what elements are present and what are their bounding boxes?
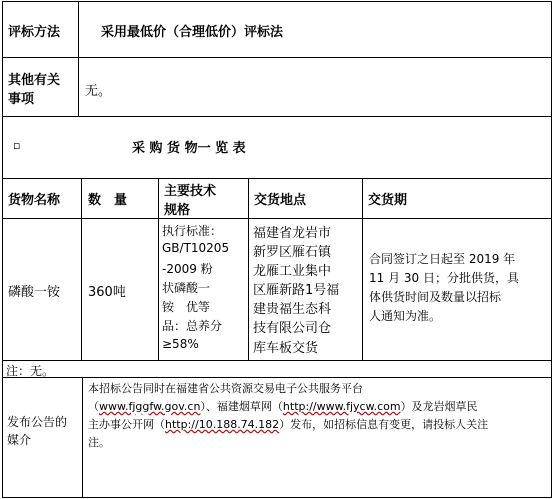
publish-text-fragment: ）及龙岩烟草民 <box>400 400 478 413</box>
rule <box>81 178 82 360</box>
rule <box>2 116 552 117</box>
publish-link-fjggfw[interactable]: www.fjggfw.gov.cn <box>99 400 201 413</box>
rule <box>362 178 363 360</box>
cell-spec-line: 状磷酸一 <box>162 281 211 295</box>
cell-period-line: 体供货时间及数量以招标 <box>369 290 502 304</box>
publish-text-line: 本招标公告同时在福建省公共资源交易电子公共服务平台 <box>88 382 363 395</box>
cell-location-line: 技有限公司仓 <box>253 321 332 336</box>
other-matters-label-line2: 事项 <box>8 92 35 107</box>
col-header-spec-line2: 规格 <box>164 203 191 218</box>
cell-period-line: 11 月 30 日；分批供货，具 <box>369 271 519 285</box>
section-bullet-icon: ▫ <box>13 139 21 152</box>
cell-location-line: 区雁新路1号福 <box>253 283 340 298</box>
cell-period-line: 人通知为准。 <box>369 309 442 323</box>
eval-method-label: 评标方法 <box>8 25 61 40</box>
cell-spec-line: 铵 优等 <box>162 300 211 314</box>
rule <box>158 178 159 360</box>
other-matters-value: 无。 <box>85 84 112 99</box>
rule <box>82 377 83 497</box>
publish-text-fragment: 主办事公开网（ <box>88 418 165 431</box>
publish-link-intranet[interactable]: http://10.188.74.182 <box>165 418 280 431</box>
rule <box>2 377 552 378</box>
rule <box>2 1 552 2</box>
publish-text-fragment: （ <box>88 400 99 413</box>
rule <box>551 1 552 498</box>
eval-method-value: 采用最低价（合理低价）评标法 <box>101 25 284 40</box>
cell-quantity: 360吨 <box>88 285 126 300</box>
cell-location-line: 龙雁工业集中 <box>253 264 332 279</box>
cell-goods-name: 磷酸一铵 <box>8 285 61 300</box>
table-note: 注：无。 <box>6 364 55 378</box>
rule <box>2 57 552 58</box>
rule <box>248 178 249 360</box>
cell-location-line: 库车板交货 <box>253 341 319 356</box>
cell-spec-line: -2009 粉 <box>162 262 213 276</box>
publish-text-fragment: ）、福建烟草网（ <box>200 400 283 413</box>
publish-text-line <box>88 398 478 414</box>
col-header-goods-name: 货物名称 <box>8 193 61 208</box>
publish-media-label-line1: 发布公告的 <box>7 415 68 429</box>
cell-spec-line: ≥58% <box>162 337 199 351</box>
goods-section-title: 采 购 货 物一 览 表 <box>132 141 246 156</box>
rule <box>2 360 552 361</box>
rule <box>2 178 552 179</box>
cell-period-line: 合同签订之日起至 2019 年 <box>369 252 516 266</box>
cell-location-line: 建贵福生态科 <box>253 302 332 317</box>
publish-link-fjycw[interactable]: http://www.fjycw.com <box>282 400 401 413</box>
rule <box>2 218 552 219</box>
rule <box>2 497 552 498</box>
cell-spec-line: GB/T10205 <box>162 241 230 255</box>
publish-text-line <box>88 416 488 432</box>
rule <box>2 1 3 498</box>
cell-location-line: 新罗区雁石镇 <box>253 245 332 260</box>
cell-location-line: 福建省龙岩市 <box>253 226 332 241</box>
publish-media-label-line2: 媒介 <box>7 433 32 447</box>
rule <box>78 1 79 116</box>
cell-spec-line: 品：总养分 <box>162 319 223 333</box>
publish-text-fragment: ）发布，如招标信息有变更，请投标人关注 <box>279 418 489 431</box>
col-header-quantity: 数 量 <box>88 193 128 208</box>
publish-text-line: 注。 <box>88 436 110 449</box>
col-header-location: 交货地点 <box>254 193 307 208</box>
col-header-delivery-period: 交货期 <box>368 193 408 208</box>
other-matters-label-line1: 其他有关 <box>8 73 61 88</box>
col-header-spec-line1: 主要技术 <box>164 184 217 199</box>
cell-spec-line: 执行标准： <box>162 224 223 238</box>
